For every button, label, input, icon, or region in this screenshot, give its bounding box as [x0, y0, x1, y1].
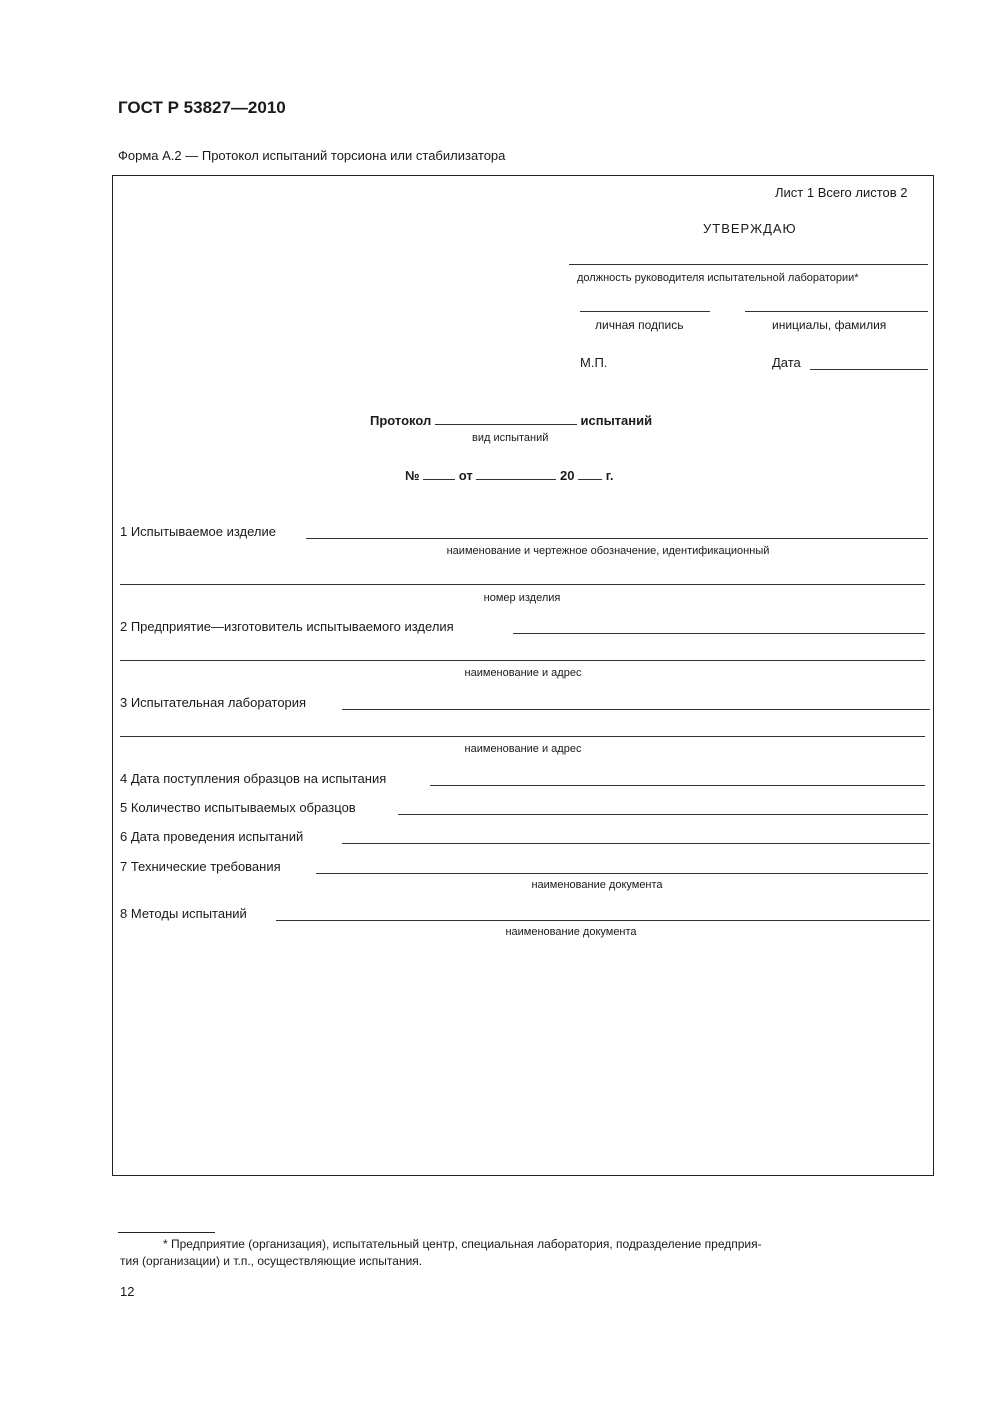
approve-heading: УТВЕРЖДАЮ: [703, 221, 797, 236]
footnote-line-2: тия (организации) и т.п., осуществляющие испытания.: [120, 1254, 423, 1268]
field-1-hint: наименование и чертежное обозначение, идентификационный: [446, 545, 770, 557]
field-1-line-2[interactable]: [120, 584, 925, 585]
test-type-hint: вид испытаний: [472, 432, 549, 444]
protocol-title: [370, 412, 652, 428]
protocol-word: Протокол: [370, 413, 432, 428]
field-7-hint: наименование документа: [531, 879, 663, 891]
field-5-line[interactable]: [398, 814, 928, 815]
number-blank[interactable]: [423, 467, 455, 480]
protocol-number-row: [405, 467, 613, 483]
field-8-line[interactable]: [276, 920, 930, 921]
field-2-line[interactable]: [513, 633, 925, 634]
signature-hint: личная подпись: [595, 318, 684, 332]
tests-word: испытаний: [580, 413, 653, 428]
standard-number: ГОСТ Р 53827—2010: [118, 98, 286, 117]
field-7-line[interactable]: [316, 873, 928, 874]
field-8-hint: наименование документа: [505, 926, 637, 938]
year-suffix: г.: [605, 468, 614, 483]
field-1-line[interactable]: [306, 538, 928, 539]
field-4-line[interactable]: [430, 785, 925, 786]
field-3-line-2[interactable]: [120, 736, 925, 737]
field-2-label: 2 Предприятие—изготовитель испытываемого изделия: [120, 619, 454, 634]
name-hint: инициалы, фамилия: [772, 318, 887, 332]
footnote-rule: [118, 1232, 215, 1233]
sheet-count: Лист 1 Всего листов 2: [775, 185, 908, 200]
field-6-label: 6 Дата проведения испытаний: [120, 829, 304, 844]
page-number: 12: [120, 1284, 135, 1299]
field-3-hint: наименование и адрес: [464, 743, 582, 755]
name-line[interactable]: [745, 311, 928, 312]
year-prefix: 20: [559, 468, 575, 483]
field-5-label: 5 Количество испытываемых образцов: [120, 800, 356, 815]
field-3-label: 3 Испытательная лаборатория: [120, 695, 307, 710]
field-6-line[interactable]: [342, 843, 930, 844]
field-1-label: 1 Испытываемое изделие: [120, 524, 276, 539]
test-type-blank[interactable]: [435, 412, 577, 425]
date-label: Дата: [772, 355, 801, 370]
position-hint: должность руководителя испытательной лаборатории*: [577, 272, 859, 284]
position-line[interactable]: [569, 264, 928, 265]
form-caption: Форма А.2 — Протокол испытаний торсиона или стабилизатора: [118, 148, 506, 163]
field-1-hint-2: номер изделия: [483, 592, 561, 604]
field-7-label: 7 Технические требования: [120, 859, 281, 874]
field-2-line-2[interactable]: [120, 660, 925, 661]
signature-line[interactable]: [580, 311, 710, 312]
date-blank[interactable]: [476, 467, 556, 480]
field-8-label: 8 Методы испытаний: [120, 906, 247, 921]
field-4-label: 4 Дата поступления образцов на испытания: [120, 771, 387, 786]
year-blank[interactable]: [578, 467, 602, 480]
date-line[interactable]: [810, 369, 928, 370]
from-word: от: [458, 468, 473, 483]
number-sign: №: [405, 468, 420, 483]
field-3-line[interactable]: [342, 709, 930, 710]
field-2-hint: наименование и адрес: [464, 667, 582, 679]
footnote-line-1: * Предприятие (организация), испытательный центр, специальная лаборатория, подразделение предприя-: [163, 1237, 762, 1251]
stamp-label: М.П.: [580, 355, 608, 370]
